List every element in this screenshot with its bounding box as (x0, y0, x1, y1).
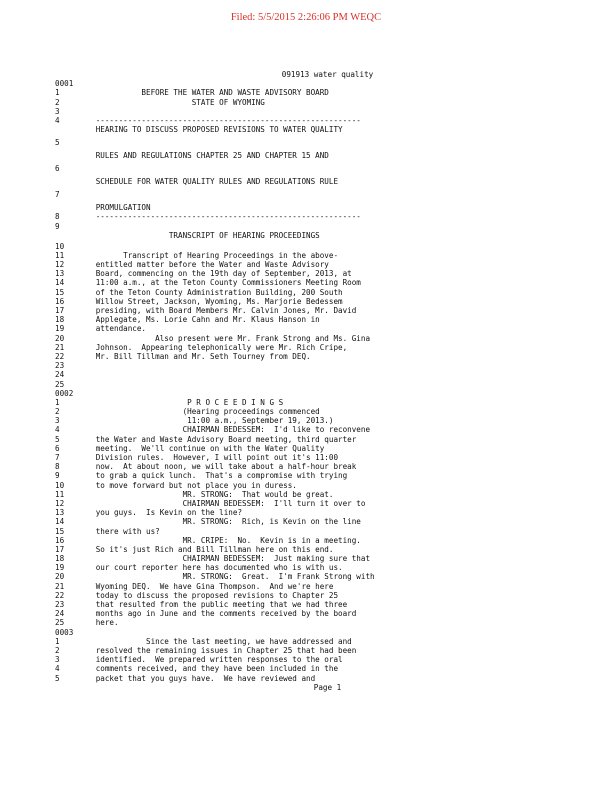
line-number: 3 (55, 106, 60, 116)
line-text: packet that you guys have. We have reviewed and (82, 673, 316, 683)
line-number: 2 (55, 645, 60, 655)
line-text: (Hearing proceedings commenced (82, 407, 320, 417)
line-number: 10 (55, 480, 65, 490)
line-text: CHAIRMAN BEDESSEM: Just making sure that (82, 554, 371, 564)
transcript-line (55, 582, 600, 591)
transcript-line (55, 370, 600, 379)
filed-stamp: Filed: 5/5/2015 2:26:06 PM WEQC (230, 12, 382, 23)
line-text: presiding, with Board Members Mr. Calvin Jones, Mr. David (82, 306, 357, 315)
transcript-line (55, 88, 600, 97)
line-text: Mr. Bill Tillman and Mr. Seth Tourney from DEQ. (82, 351, 311, 361)
transcript-line (55, 637, 600, 646)
transcript-line (55, 600, 600, 609)
transcript-line (55, 324, 600, 333)
line-number: 11 (55, 489, 65, 499)
line-number: 1 (55, 397, 60, 407)
transcript-line (55, 481, 600, 490)
line-number: 17 (55, 544, 65, 554)
line-number: 2 (55, 407, 60, 417)
line-number: 3 (55, 655, 60, 665)
line-number: 23 (55, 600, 65, 609)
line-number: 0001 (55, 79, 74, 89)
transcript-line (55, 462, 600, 471)
transcript-line (55, 199, 600, 212)
line-text: PROMULGATION (82, 203, 151, 213)
transcript-line (55, 398, 600, 407)
transcript-line (55, 269, 600, 278)
transcript-line (55, 288, 600, 297)
line-text: BEFORE THE WATER AND WASTE ADVISORY BOARD (82, 88, 329, 98)
line-number: 13 (55, 269, 65, 279)
transcript-line (55, 147, 600, 160)
line-number: 24 (55, 609, 65, 619)
line-text: MR. CRIPE: No. Kevin is in a meeting. (82, 535, 361, 545)
transcript-line (55, 222, 600, 231)
transcript-line (55, 306, 600, 315)
line-text: 11:00 a.m., at the Teton County Commissioners Meeting Room (82, 278, 361, 288)
line-number: 8 (55, 212, 60, 222)
line-text: resolved the remaining issues in Chapter 25 that had been (82, 645, 357, 655)
transcript-line (55, 116, 600, 125)
transcript-body (55, 70, 600, 692)
transcript-lines (55, 79, 600, 683)
line-number: 12 (55, 498, 65, 508)
line-number: 4 (55, 425, 60, 435)
line-number: 18 (55, 554, 65, 564)
line-text: So it's just Rich and Bill Tillman here on this end. (82, 544, 334, 554)
line-text: months ago in June and the comments received by the board (82, 609, 357, 619)
line-number: 3 (55, 416, 60, 426)
line-number: 20 (55, 572, 65, 582)
transcript-line (55, 240, 600, 251)
line-text: today to discuss the proposed revisions to Chapter 25 (82, 590, 339, 600)
transcript-line (55, 297, 600, 306)
transcript-line (55, 674, 600, 683)
transcript-line (55, 98, 600, 107)
line-text: comments received, and they have been included in the (82, 664, 339, 674)
line-number: 21 (55, 342, 65, 352)
transcript-line (55, 416, 600, 425)
transcript-line (55, 334, 600, 343)
line-number: 13 (55, 508, 65, 518)
line-number: 22 (55, 351, 65, 361)
transcript-line (55, 563, 600, 572)
line-text: Division rules. However, I will point out it's 11:00 (82, 453, 339, 462)
line-text: Johnson. Appearing telephonically were Mr. Rich Cripe, (82, 342, 348, 352)
line-text: Applegate, Ms. Lorie Cahn and Mr. Klaus Hanson in (82, 315, 320, 325)
line-number: 8 (55, 462, 60, 472)
line-text: the Water and Waste Advisory Board meeting, third quarter (82, 434, 357, 444)
line-number: 19 (55, 324, 65, 334)
transcript-line (55, 545, 600, 554)
transcript-line (55, 352, 600, 361)
line-number: 0002 (55, 388, 74, 398)
line-text: meeting. We'll continue on with the Water Quality (82, 443, 325, 453)
line-text: Willow Street, Jackson, Wyoming, Ms. Marjorie Bedessem (82, 296, 343, 306)
line-number: 14 (55, 517, 65, 527)
line-text: our court reporter here has documented who is with us. (82, 563, 343, 573)
line-number: 7 (55, 453, 60, 462)
line-number: 17 (55, 306, 65, 315)
line-text: you guys. Is Kevin on the line? (82, 508, 243, 518)
line-text: CHAIRMAN BEDESSEM: I'll turn it over to (82, 498, 366, 508)
transcript-line (55, 527, 600, 536)
line-number: 1 (55, 636, 60, 646)
transcript-line (55, 591, 600, 600)
line-number: 5 (55, 138, 60, 148)
transcript-line (55, 618, 600, 627)
line-text: MR. STRONG: That would be great. (82, 489, 334, 499)
transcript-line (55, 173, 600, 186)
transcript-line (55, 125, 600, 134)
line-number: 11 (55, 250, 65, 260)
transcript-line (55, 186, 600, 199)
transcript-line (55, 389, 600, 398)
line-number (55, 125, 82, 134)
line-number: 12 (55, 260, 65, 270)
transcript-line (55, 444, 600, 453)
line-text: attendance. (82, 324, 147, 334)
line-number (55, 231, 82, 240)
transcript-line (55, 572, 600, 581)
line-number: 4 (55, 664, 60, 674)
line-text: Board, commencing on the 19th day of September, 2013, at (82, 269, 352, 279)
transcript-line (55, 508, 600, 517)
transcript-line (55, 536, 600, 545)
transcript-line (55, 79, 600, 88)
line-number: 23 (55, 361, 65, 371)
transcript-line (55, 160, 600, 173)
transcript-line (55, 517, 600, 526)
line-number: 18 (55, 315, 65, 325)
transcript-line (55, 380, 600, 389)
line-number: 24 (55, 370, 65, 380)
line-number: 21 (55, 581, 65, 591)
line-number: 1 (55, 88, 60, 98)
line-text: CHAIRMAN BEDESSEM: I'd like to reconvene (82, 425, 371, 435)
line-number: 5 (55, 673, 60, 683)
line-text: identified. We prepared written responses to the oral (82, 655, 343, 665)
line-number: 0003 (55, 627, 74, 637)
line-text: Transcript of Hearing Proceedings in the above- (82, 250, 339, 260)
transcript-line (55, 499, 600, 508)
transcript-line (55, 407, 600, 416)
transcript-line (55, 664, 600, 673)
line-number: 5 (55, 434, 60, 444)
transcript-line (55, 278, 600, 287)
line-text: there with us? (82, 526, 160, 536)
transcript-line (55, 453, 600, 462)
line-number: 9 (55, 471, 60, 481)
line-number: 25 (55, 379, 65, 389)
line-number: 9 (55, 221, 60, 231)
transcript-line (55, 260, 600, 269)
line-text: of the Teton County Administration Building, 200 South (82, 287, 343, 297)
transcript-line (55, 646, 600, 655)
line-text: ---------------------------------------------------------- (82, 212, 361, 222)
line-number: 6 (55, 164, 60, 174)
line-number: 15 (55, 526, 65, 536)
line-number: 14 (55, 278, 65, 288)
line-text: Wyoming DEQ. We have Gina Thompson. And we're here (82, 581, 334, 591)
line-text: HEARING TO DISCUSS PROPOSED REVISIONS TO WATER QUALITY (82, 125, 343, 135)
line-number: 20 (55, 333, 65, 343)
transcript-line (55, 490, 600, 499)
transcript-line (55, 231, 600, 240)
line-number: 2 (55, 97, 60, 107)
line-text: to move forward but not place you in duress. (82, 480, 297, 490)
line-number: 4 (55, 115, 60, 125)
line-number: 7 (55, 190, 60, 200)
line-text: SCHEDULE FOR WATER QUALITY RULES AND REGULATIONS RULE (82, 177, 339, 187)
transcript-line (55, 435, 600, 444)
line-number: 22 (55, 590, 65, 600)
line-text: P R O C E E D I N G S (82, 397, 284, 407)
transcript-line (55, 655, 600, 664)
line-number: 10 (55, 241, 65, 251)
transcript-line (55, 251, 600, 260)
line-text: Also present were Mr. Frank Strong and Ms. Gina (82, 333, 371, 343)
transcript-line (55, 554, 600, 563)
line-text: Since the last meeting, we have addressed and (82, 636, 352, 646)
line-text: TRANSCRIPT OF HEARING PROCEEDINGS (82, 230, 320, 240)
line-text: ---------------------------------------------------------- (82, 115, 361, 125)
transcript-line (55, 425, 600, 434)
line-number: 19 (55, 563, 65, 573)
line-text: STATE OF WYOMING (82, 97, 265, 107)
page-number: Page 1 (313, 682, 342, 692)
document-header-title: 091913 water quality (281, 70, 374, 79)
transcript-line (55, 315, 600, 324)
transcript-line (55, 609, 600, 618)
transcript-line (55, 212, 600, 221)
transcript-line (55, 134, 600, 147)
line-number: 15 (55, 287, 65, 297)
line-text: entitled matter before the Water and Waste Advisory (82, 260, 329, 270)
line-text: RULES AND REGULATIONS CHAPTER 25 AND CHAPTER 15 AND (82, 151, 329, 161)
transcript-line (55, 628, 600, 637)
line-text: here. (82, 618, 119, 628)
line-text: 11:00 a.m., September 19, 2013.) (82, 416, 334, 426)
line-text: MR. STRONG: Great. I'm Frank Strong with (82, 572, 375, 582)
transcript-line (55, 361, 600, 370)
line-text: MR. STRONG: Rich, is Kevin on the line (82, 517, 361, 527)
line-number: 16 (55, 296, 65, 306)
line-number: 6 (55, 443, 60, 453)
line-text: to grab a quick lunch. That's a compromise with trying (82, 471, 348, 481)
transcript-line (55, 107, 600, 116)
transcript-line (55, 471, 600, 480)
line-number: 25 (55, 618, 65, 628)
line-text: that resulted from the public meeting that we had three (82, 600, 348, 609)
line-text: now. At about noon, we will take about a half-hour break (82, 462, 357, 472)
transcript-line (55, 343, 600, 352)
line-number: 16 (55, 535, 65, 545)
